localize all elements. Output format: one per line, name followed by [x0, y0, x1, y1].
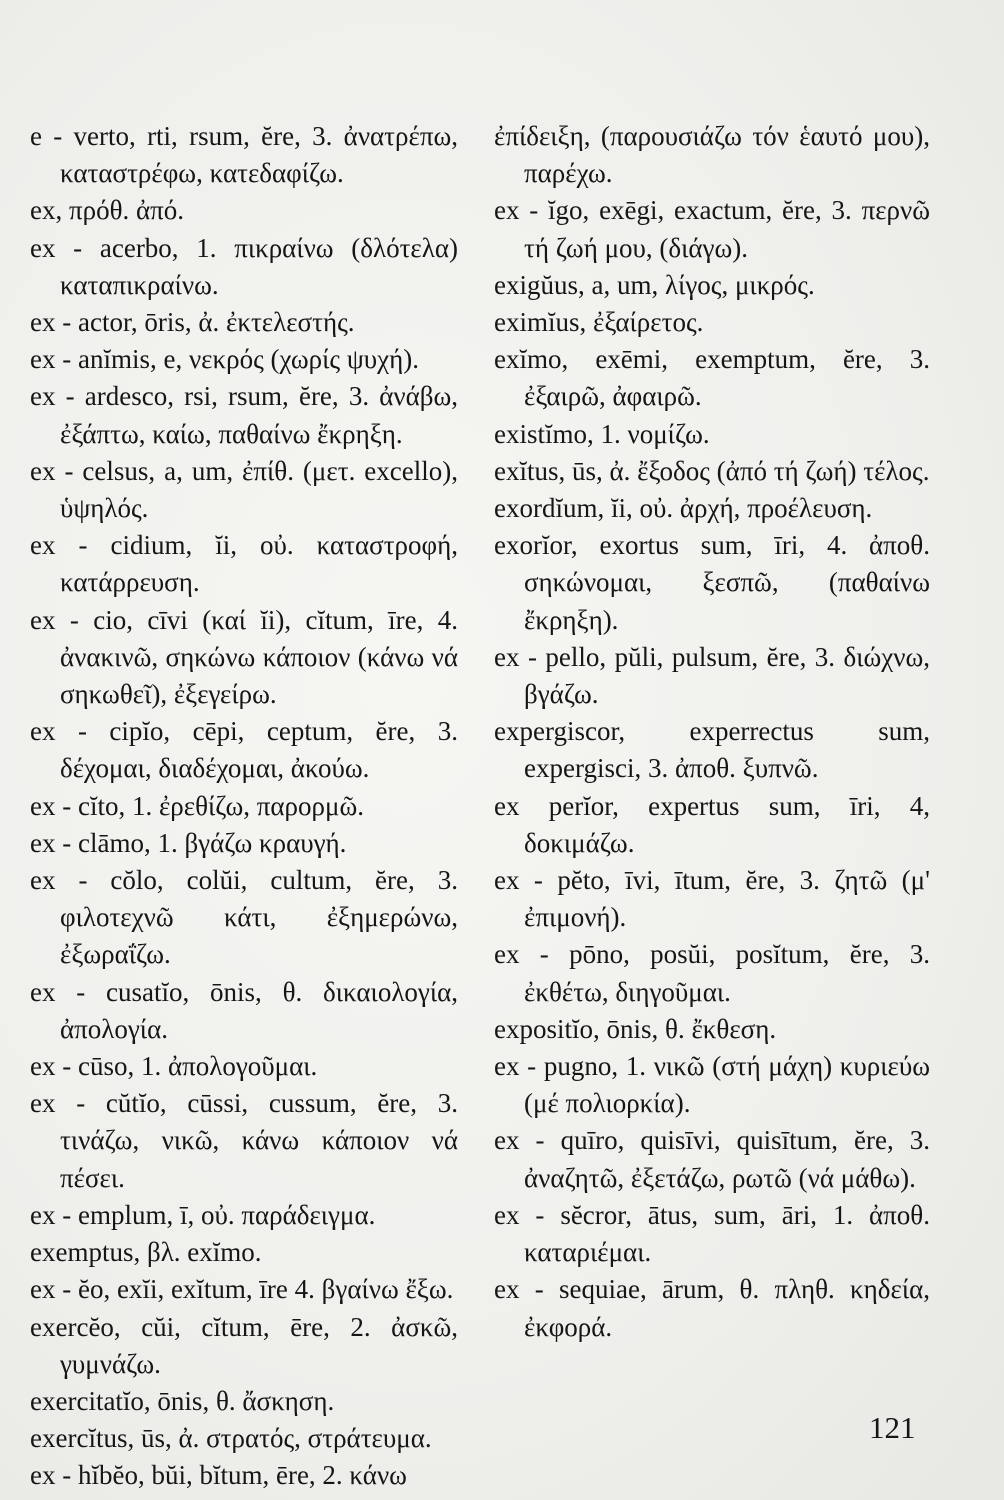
- dictionary-entry: exorĭor, exortus sum, īri, 4. ἀποθ. σηκώνομαι, ξεσπῶ, (παθαίνω ἔκρηξη).: [494, 530, 930, 635]
- dictionary-entry: existĭmo, 1. νομίζω.: [494, 418, 710, 449]
- dictionary-entry: ex - hĭbĕo, bŭi, bĭtum, ēre, 2. κάνω: [30, 1460, 407, 1491]
- page-number: 121: [869, 1410, 916, 1445]
- dictionary-entry: ex, πρόθ. ἀπό.: [30, 195, 185, 226]
- dictionary-entry: exemptus, βλ. exĭmo.: [30, 1237, 262, 1268]
- dictionary-entry: ex - anĭmis, e, νεκρός (χωρίς ψυχή).: [30, 344, 419, 375]
- dictionary-entry: ex - pōno, posŭi, posĭtum, ĕre, 3. ἐκθέτω, διηγοῦμαι.: [494, 939, 930, 1007]
- dictionary-entry: ἐπίδειξη, (παρουσιάζω τόν ἑαυτό μου), παρέχω.: [494, 121, 930, 189]
- dictionary-entry: ex - ĕo, exĭi, exĭtum, īre 4. βγαίνω ἔξω.: [30, 1274, 454, 1305]
- dictionary-entry: ex - ĭgo, exēgi, exactum, ĕre, 3. περνῶ τή ζωή μου, (διάγω).: [494, 195, 930, 263]
- dictionary-entry: ex - cŭtĭo, cūssi, cussum, ĕre, 3. τινάζω, νικῶ, κάνω κάποιον νά πέσει.: [30, 1088, 458, 1193]
- dictionary-entry: ex - sequiae, ārum, θ. πληθ. κηδεία, ἐκφορά.: [494, 1274, 930, 1342]
- dictionary-entry: ex - cipĭo, cēpi, ceptum, ĕre, 3. δέχομαι, διαδέχομαι, ἀκούω.: [30, 716, 458, 784]
- dictionary-entry: exercĭtus, ūs, ἀ. στρατός, στράτευμα.: [30, 1423, 432, 1454]
- dictionary-entry: ex - pello, pŭli, pulsum, ĕre, 3. διώχνω, βγάζω.: [494, 641, 930, 710]
- dictionary-entry: ex - celsus, a, um, ἐπίθ. (μετ. excello), ὑψηλός.: [30, 455, 458, 524]
- dictionary-entry: eximĭus, ἐξαίρετος.: [494, 307, 704, 338]
- dictionary-entry: exordĭum, ĭi, οὐ. ἀρχή, προέλευση.: [494, 493, 873, 524]
- dictionary-entry: exercitatĭo, ōnis, θ. ἄσκηση.: [30, 1385, 335, 1416]
- left-column: [30, 118, 458, 1495]
- dictionary-entry: exercĕo, cŭi, cĭtum, ēre, 2. ἀσκῶ, γυμνάζω.: [30, 1311, 458, 1379]
- dictionary-entry: exĭmo, exēmi, exemptum, ĕre, 3. ἐξαιρῶ, ἀφαιρῶ.: [494, 344, 930, 412]
- dictionary-entry: ex - acerbo, 1. πικραίνω (δλότελα) καταπικραίνω.: [30, 232, 458, 300]
- dictionary-entry: ex - cūso, 1. ἀπολογοῦμαι.: [30, 1051, 318, 1082]
- dictionary-entry: ex - actor, ōris, ἀ. ἐκτελεστής.: [30, 307, 355, 338]
- dictionary-entry: ex - cidium, ĭi, οὐ. καταστροφή, κατάρρευση.: [30, 530, 458, 598]
- dictionary-entry: ex - cio, cīvi (καί ĭi), cĭtum, īre, 4. ἀνακινῶ, σηκώνω κάποιον (κάνω νά σηκωθεῖ), ἐξεγείρω.: [30, 604, 458, 710]
- dictionary-entry: ex - cĭto, 1. ἐρεθίζω, παρορμῶ.: [30, 790, 365, 821]
- dictionary-entry: ex - cusatĭo, ōnis, θ. δικαιολογία, ἀπολογία.: [30, 976, 458, 1044]
- dictionary-entry: ex - quīro, quisīvi, quisītum, ĕre, 3. ἀναζητῶ, ἐξετάζω, ρωτῶ (νά μάθω).: [494, 1125, 930, 1193]
- dictionary-entry: ex - clāmo, 1. βγάζω κραυγή.: [30, 827, 347, 858]
- dictionary-entry: ex - pugno, 1. νικῶ (στή μάχη) κυριεύω (μέ πολιορκία).: [494, 1051, 930, 1119]
- dictionary-entry: ex - pĕto, īvi, ītum, ĕre, 3. ζητῶ (μ' ἐπιμονή).: [494, 865, 930, 933]
- dictionary-entry: expergiscor, experrectus sum, expergisci, 3. ἀποθ. ξυπνῶ.: [494, 716, 930, 784]
- dictionary-entry: expositĭo, ōnis, θ. ἔκθεση.: [494, 1013, 777, 1044]
- dictionary-entry: ex - cŏlo, colŭi, cultum, ĕre, 3. φιλοτεχνῶ κάτι, ἐξημερώνω, ἐξωραΐζω.: [30, 865, 458, 970]
- dictionary-entry: ex - emplum, ī, οὐ. παράδειγμα.: [30, 1199, 376, 1230]
- dictionary-entry: exĭtus, ūs, ἀ. ἔξοδος (ἀπό τή ζωή) τέλος.: [494, 455, 930, 486]
- dictionary-entry: ex - ardesco, rsi, rsum, ĕre, 3. ἀνάβω, ἐξάπτω, καίω, παθαίνω ἔκρηξη.: [30, 381, 458, 449]
- dictionary-entry: ex - sĕcror, ātus, sum, āri, 1. ἀποθ. καταριέμαι.: [494, 1199, 930, 1268]
- dictionary-entry: ex perĭor, expertus sum, īri, 4, δοκιμάζω.: [494, 790, 930, 858]
- dictionary-entry: e - verto, rti, rsum, ĕre, 3. ἀνατρέπω, καταστρέφω, κατεδαφίζω.: [30, 121, 458, 189]
- right-column: [494, 118, 930, 1346]
- dictionary-entry: exigŭus, a, um, λίγος, μικρός.: [494, 269, 815, 300]
